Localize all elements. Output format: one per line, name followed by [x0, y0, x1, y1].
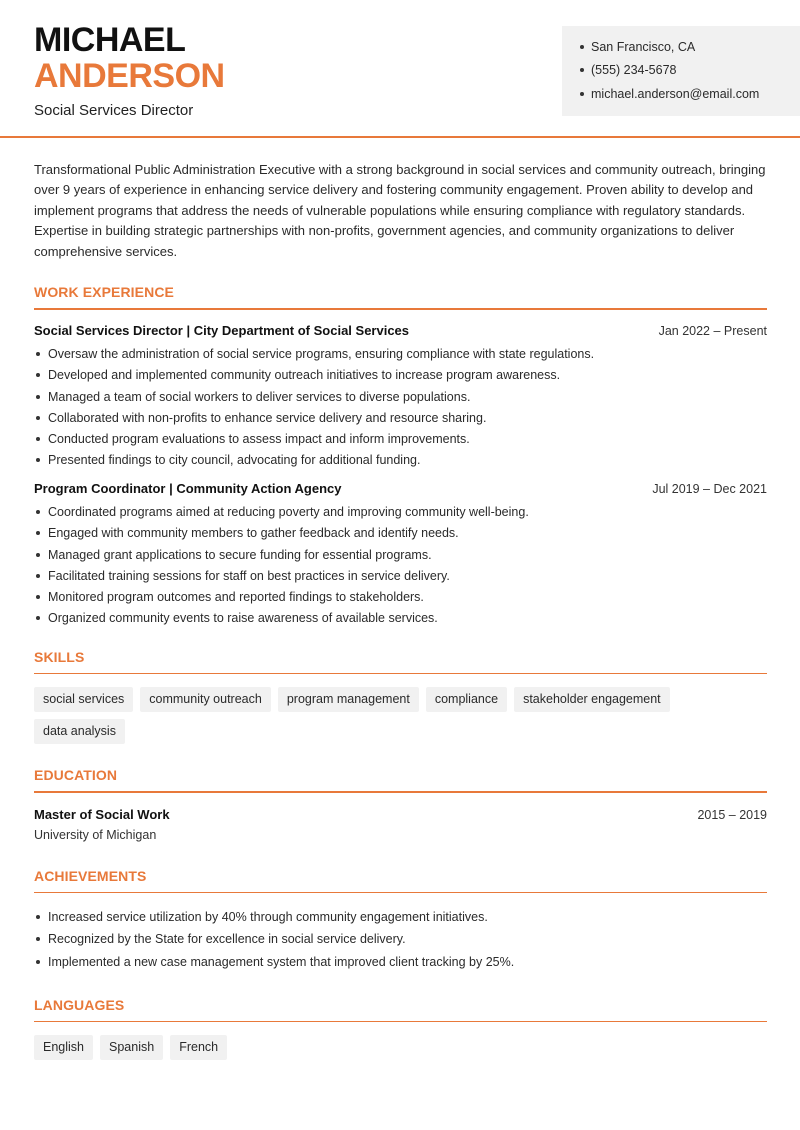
section-divider: [34, 308, 767, 310]
contact-phone: [580, 59, 800, 83]
bullet-text: Conducted program evaluations to assess impact and inform improvements.: [48, 431, 470, 446]
job-role: Social Services Director | City Department of Social Services: [34, 322, 410, 338]
resume-body: [34, 160, 767, 1060]
list-item: [34, 344, 767, 365]
skill-tags: [34, 687, 767, 744]
list-item: [34, 928, 767, 951]
first-name: MICHAEL: [34, 21, 186, 59]
list-item: [34, 608, 767, 629]
section-title-education: EDUCATION: [34, 767, 118, 784]
contact-box: [562, 26, 800, 116]
languages-section: [34, 997, 767, 1061]
skill-tag: stakeholder engagement: [514, 687, 670, 712]
contact-location-text: San Francisco, CA: [591, 39, 696, 54]
section-title-languages: LANGUAGES: [34, 996, 125, 1013]
bullet-text: Collaborated with non-profits to enhance service delivery and resource sharing.: [48, 410, 487, 425]
bullet-text: Managed a team of social workers to deliver services to diverse populations.: [48, 389, 471, 404]
education-header: [34, 807, 767, 822]
bullet-icon: [36, 373, 40, 377]
section-divider: [34, 791, 767, 793]
name-block: [34, 22, 225, 119]
list-item: [34, 905, 767, 928]
list-item: [34, 951, 767, 974]
bullet-text: Managed grant applications to secure funding for essential programs.: [48, 547, 432, 562]
bullet-text: Facilitated training sessions for staff on best practices in service delivery.: [48, 568, 450, 583]
list-item: [34, 523, 767, 544]
summary: Transformational Public Administration Executive with a strong background in social services and community outreach, bringing over 9 years of experience in enhancing service delivery and fostering community engagement. Proven ability to develop and implement programs that address the needs of vulnerable populations while ensuring compliance with regulatory standards. Expertise in building strategic partnerships with non-profits, government agencies, and community organizations to deliver comprehensive services.: [34, 162, 766, 259]
list-item: [34, 428, 767, 449]
job-entry: [34, 323, 767, 471]
language-tag: English: [34, 1035, 93, 1060]
contact-email-text[interactable]: michael.anderson@email.com: [591, 86, 760, 101]
job-role: Program Coordinator | Community Action Agency: [34, 480, 342, 496]
list-item: [34, 586, 767, 607]
job-bullets: [34, 502, 767, 629]
list-item: [34, 544, 767, 565]
bullet-icon: [36, 510, 40, 514]
list-item: [34, 407, 767, 428]
list-item: [34, 502, 767, 523]
skill-tag: social services: [34, 687, 133, 712]
list-item: [34, 449, 767, 470]
job-date: Jan 2022 – Present: [658, 323, 767, 338]
resume-header: [0, 0, 800, 138]
section-title-achievements: ACHIEVEMENTS: [34, 867, 147, 884]
list-item: [34, 365, 767, 386]
language-tag: Spanish: [100, 1035, 163, 1060]
bullet-icon: [580, 68, 584, 72]
education-section: [34, 767, 767, 842]
list-item: [34, 386, 767, 407]
bullet-icon: [36, 915, 40, 919]
bullet-text: Increased service utilization by 40% through community engagement initiatives.: [48, 909, 488, 924]
bullet-icon: [36, 352, 40, 356]
bullet-icon: [36, 395, 40, 399]
list-item: [34, 565, 767, 586]
last-name: ANDERSON: [34, 57, 225, 95]
degree: Master of Social Work: [34, 806, 170, 822]
language-tag: French: [170, 1035, 227, 1060]
bullet-icon: [580, 92, 584, 96]
skill-tag: program management: [278, 687, 419, 712]
bullet-text: Recognized by the State for excellence in social service delivery.: [48, 932, 406, 947]
bullet-text: Engaged with community members to gather feedback and identify needs.: [48, 526, 459, 541]
job-bullets: [34, 344, 767, 471]
skill-tag: compliance: [426, 687, 507, 712]
work-section: [34, 284, 767, 629]
bullet-text: Presented findings to city council, advocating for additional funding.: [48, 453, 421, 468]
bullet-icon: [36, 960, 40, 964]
bullet-icon: [36, 553, 40, 557]
bullet-icon: [36, 437, 40, 441]
school: University of Michigan: [34, 827, 157, 842]
contact-email[interactable]: [580, 82, 800, 106]
bullet-icon: [36, 458, 40, 462]
achievements-section: [34, 868, 767, 974]
bullet-icon: [36, 616, 40, 620]
education-date: 2015 – 2019: [697, 807, 767, 822]
bullet-icon: [36, 574, 40, 578]
section-title-work: WORK EXPERIENCE: [34, 284, 174, 301]
section-divider: [34, 1021, 767, 1023]
bullet-icon: [36, 937, 40, 941]
bullet-icon: [36, 595, 40, 599]
bullet-text: Implemented a new case management system that improved client tracking by 25%.: [48, 955, 515, 970]
bullet-text: Organized community events to raise awareness of available services.: [48, 611, 438, 626]
achievement-list: [34, 905, 767, 973]
skills-section: [34, 649, 767, 745]
skill-tag: community outreach: [140, 687, 271, 712]
bullet-icon: [36, 416, 40, 420]
bullet-icon: [580, 45, 584, 49]
bullet-text: Developed and implemented community outreach initiatives to increase program awareness.: [48, 368, 561, 383]
job-header: [34, 481, 767, 496]
bullet-text: Oversaw the administration of social service programs, ensuring compliance with state regulations.: [48, 347, 595, 362]
section-divider: [34, 892, 767, 894]
job-header: [34, 323, 767, 338]
contact-location: [580, 35, 800, 59]
section-title-skills: SKILLS: [34, 648, 85, 665]
contact-phone-text: (555) 234-5678: [591, 63, 677, 78]
job-date: Jul 2019 – Dec 2021: [652, 481, 767, 496]
skill-tag: data analysis: [34, 719, 125, 744]
bullet-text: Coordinated programs aimed at reducing poverty and improving community well-being.: [48, 505, 529, 520]
job-entry: [34, 481, 767, 629]
job-title: Social Services Director: [34, 102, 194, 119]
bullet-icon: [36, 531, 40, 535]
language-tags: [34, 1035, 767, 1060]
section-divider: [34, 673, 767, 675]
bullet-text: Monitored program outcomes and reported findings to stakeholders.: [48, 590, 424, 604]
